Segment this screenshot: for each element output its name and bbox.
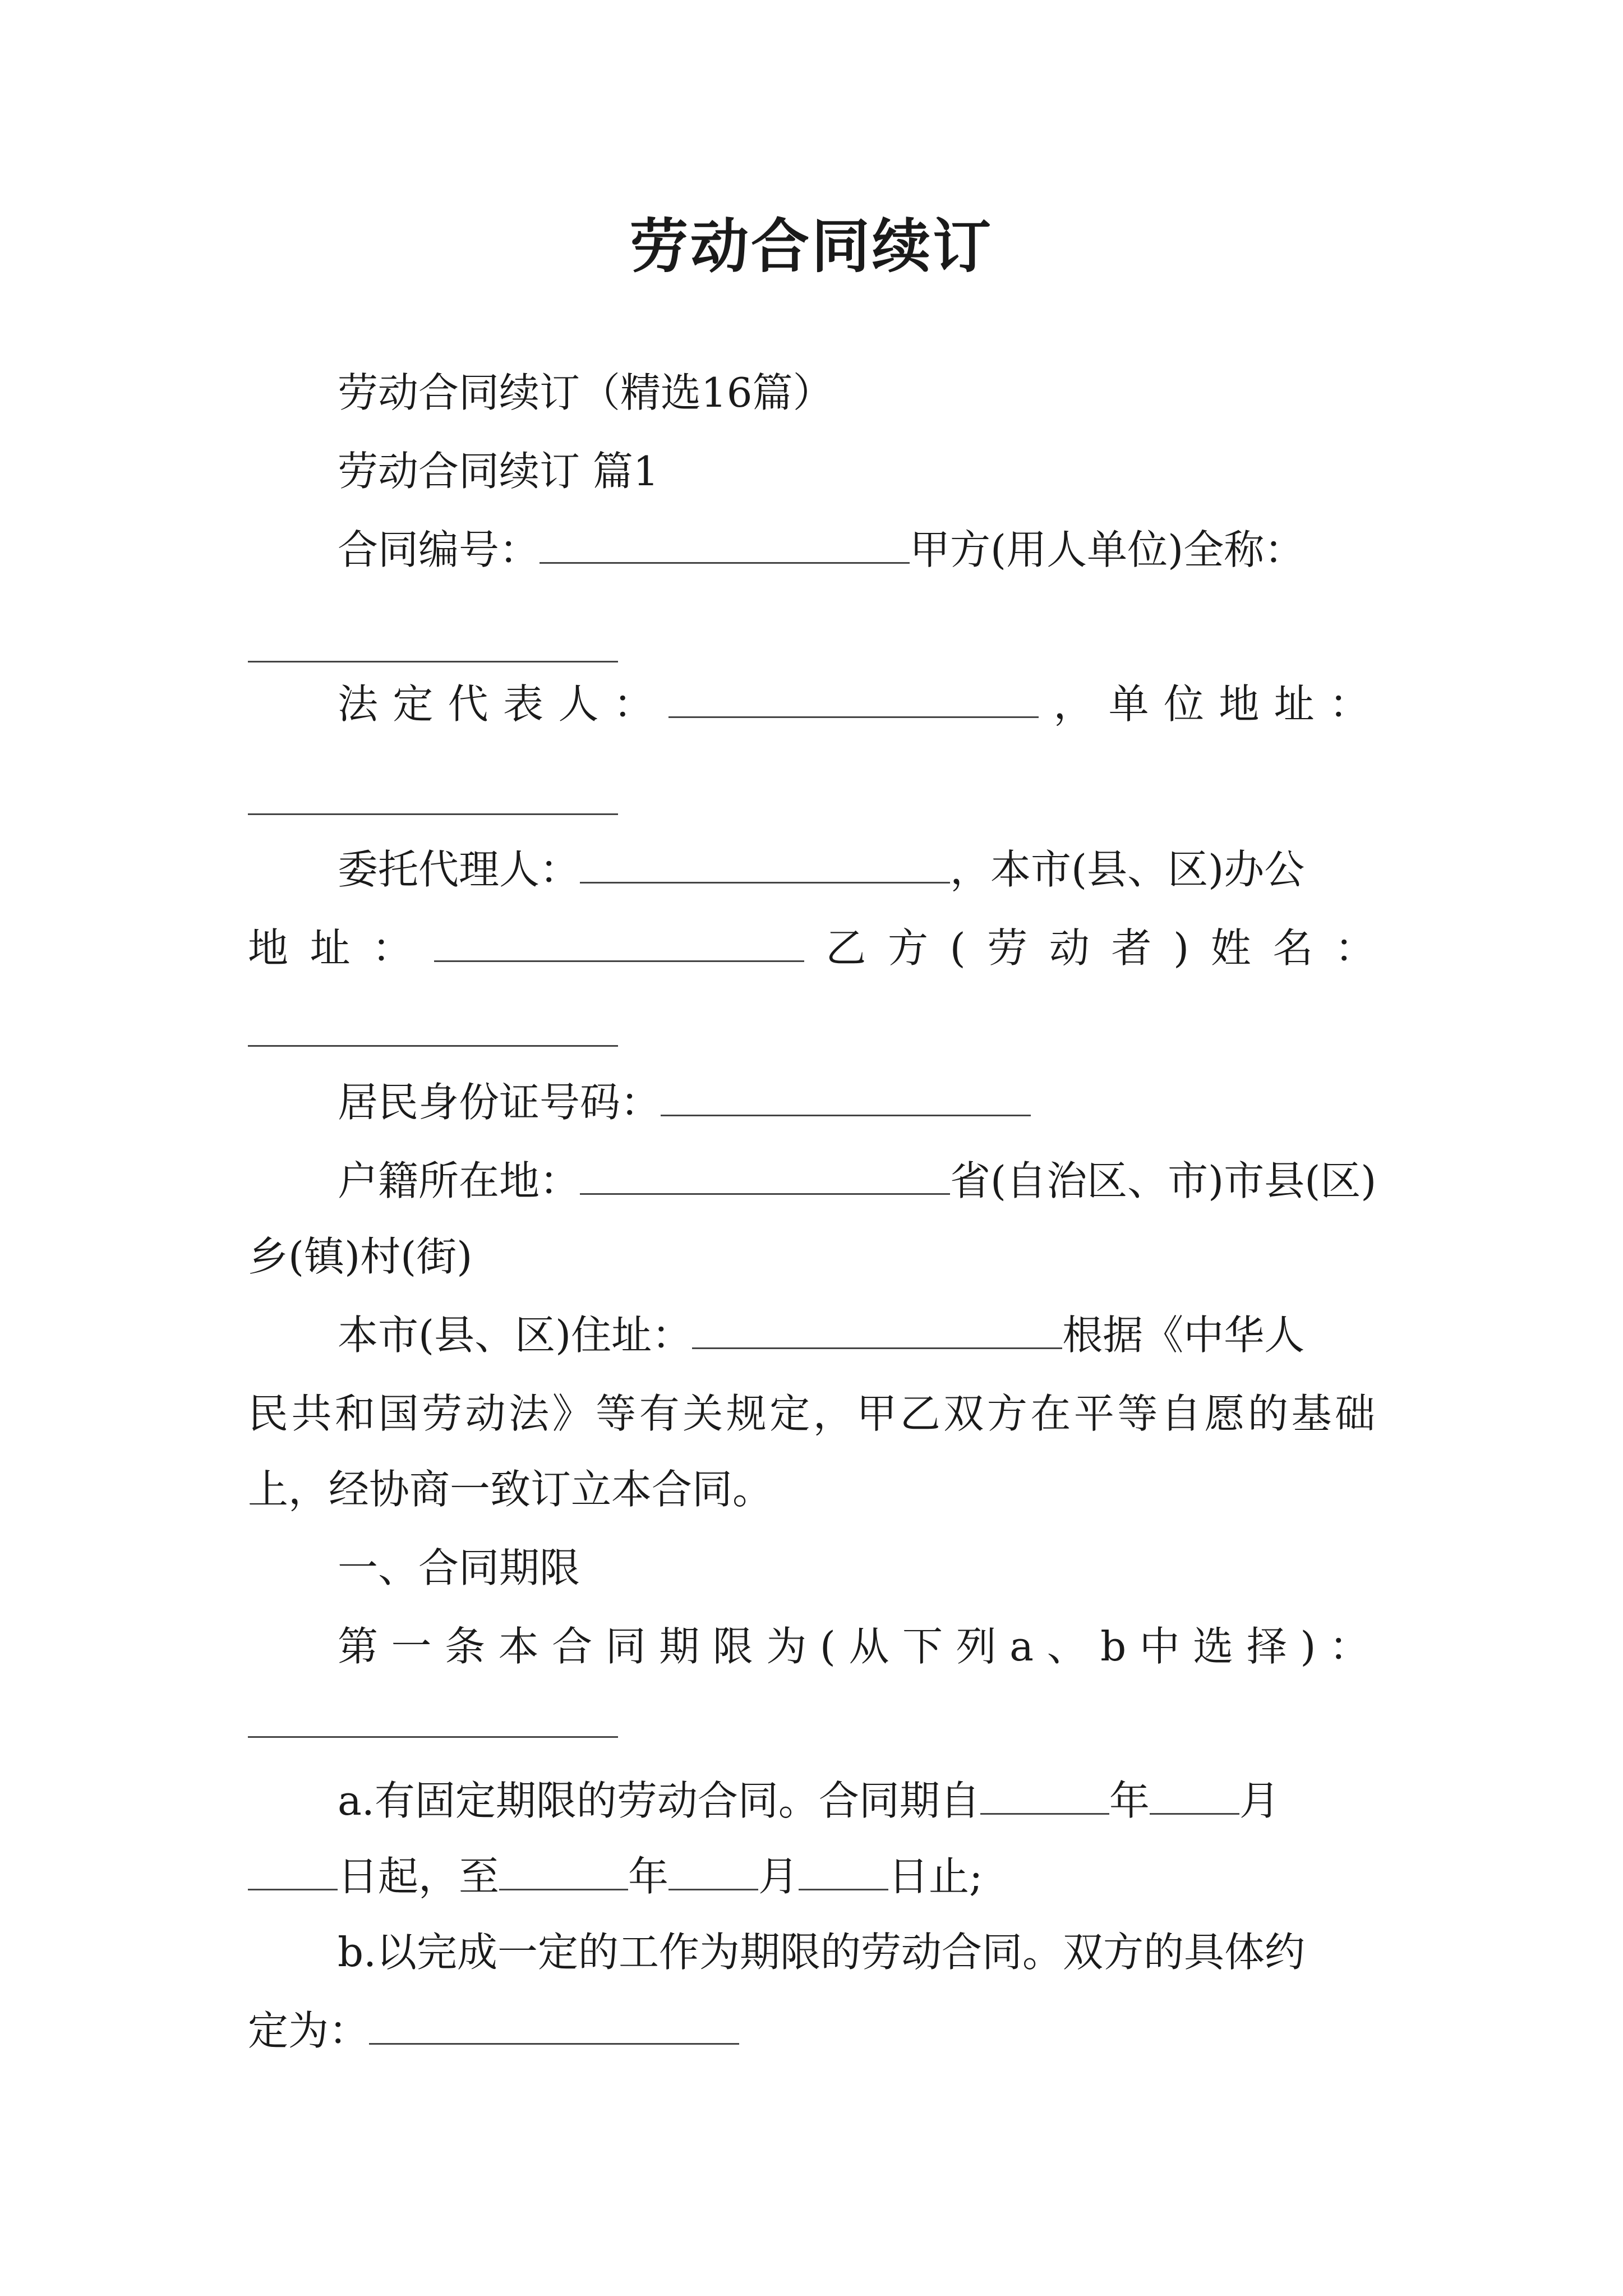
- article-one-choice-blank[interactable]: [248, 1736, 618, 1738]
- legal-rep-blank[interactable]: [668, 682, 1039, 718]
- contract-number-label: 合同编号：: [338, 526, 540, 573]
- start-day-blank[interactable]: [248, 1854, 338, 1890]
- document-title: 劳动合同续订: [629, 212, 993, 280]
- option-b-blank[interactable]: [369, 2008, 739, 2045]
- end-year-blank[interactable]: [499, 1854, 628, 1890]
- id-label: 居民身份证号码：: [338, 1079, 661, 1126]
- id-blank[interactable]: [661, 1080, 1031, 1116]
- agent-label: 委托代理人：: [338, 846, 580, 893]
- office-address-label: 地址：: [248, 924, 434, 972]
- end-day-blank[interactable]: [799, 1854, 888, 1890]
- section-heading: 劳动合同续订 篇1: [338, 448, 659, 495]
- start-year-blank[interactable]: [980, 1778, 1109, 1815]
- basis-line-2: 民共和国劳动法》等有关规定，甲乙双方在平等自愿的基础: [248, 1390, 1375, 1437]
- option-b-line-1: b.以完成一定的工作为期限的劳动合同。双方的具体约: [338, 1929, 1305, 1976]
- unit-address-blank[interactable]: [248, 813, 618, 815]
- end-month-blank[interactable]: [668, 1854, 758, 1890]
- article-one: 第一条本合同期限为(从下列a、b中选择)：: [338, 1623, 1370, 1670]
- option-b-label: 定为：: [248, 2007, 370, 2054]
- hukou-line-2: 乡(镇)村(街): [248, 1233, 473, 1280]
- unit-address-label: 单位地址：: [1108, 680, 1370, 728]
- hukou-line: [338, 1153, 1376, 1209]
- option-b-line-2: [248, 2003, 739, 2059]
- contract-number-blank[interactable]: [540, 527, 910, 564]
- end-month-label: 月: [758, 1853, 799, 1900]
- option-a-line-1: [338, 1773, 1280, 1829]
- party-a-label: 甲方(用人单位)全称：: [910, 526, 1305, 573]
- local-address-blank[interactable]: [692, 1313, 1062, 1349]
- party-a-name-blank[interactable]: [248, 661, 618, 662]
- legal-rep-label: 法定代表人：: [338, 680, 668, 728]
- hukou-blank[interactable]: [580, 1158, 950, 1195]
- agent-blank[interactable]: [580, 847, 950, 884]
- office-address-line: [248, 920, 1375, 976]
- local-address-line: [338, 1307, 1304, 1363]
- party-b-name-blank[interactable]: [248, 1045, 618, 1047]
- hukou-suffix: 省(自治区、市)市县(区): [950, 1157, 1377, 1204]
- section-one-heading: 一、合同期限: [338, 1544, 580, 1591]
- day-from-label: 日起，至: [338, 1853, 500, 1900]
- id-line: [338, 1074, 1031, 1130]
- office-prefix: ，本市(县、区)办公: [950, 846, 1305, 893]
- subtitle: 劳动合同续订（精选16篇）: [338, 369, 833, 416]
- basis-line-3: 上，经协商一致订立本合同。: [248, 1466, 773, 1513]
- contract-number-line: [338, 522, 1304, 578]
- year-label: 年: [1109, 1777, 1150, 1824]
- basis-start: 根据《中华人: [1062, 1312, 1305, 1359]
- comma: ，: [1038, 680, 1109, 728]
- day-until-label: 日止;: [888, 1853, 983, 1900]
- start-month-blank[interactable]: [1150, 1778, 1239, 1815]
- option-a-line-2: [248, 1848, 983, 1904]
- party-b-label: 乙方(劳动者)姓名：: [804, 924, 1375, 972]
- office-address-blank[interactable]: [434, 926, 804, 962]
- local-address-label: 本市(县、区)住址：: [338, 1312, 693, 1359]
- end-year-label: 年: [628, 1853, 669, 1900]
- agent-line: [338, 841, 1304, 898]
- legal-rep-line: [338, 676, 1370, 732]
- month-label: 月: [1239, 1777, 1280, 1824]
- option-a-text: a.有固定期限的劳动合同。合同期自: [338, 1777, 980, 1824]
- hukou-label: 户籍所在地：: [338, 1157, 580, 1204]
